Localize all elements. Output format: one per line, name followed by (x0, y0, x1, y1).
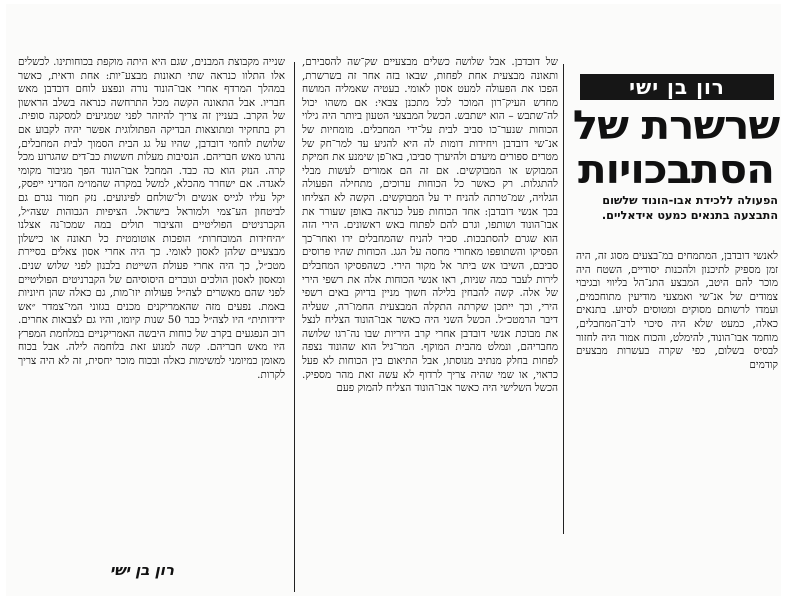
newspaper-clipping (6, 4, 781, 596)
author-signature: רון בן ישי (109, 561, 174, 579)
column-middle (302, 56, 558, 596)
column-divider (294, 62, 295, 592)
author-byline: רון בן ישי (580, 74, 774, 100)
article-subhead: הפעולה ללכידת אבו-הונוד שלשום התבצעה בתנאים כמעט אידאליים. (601, 194, 778, 222)
column-right (576, 250, 778, 526)
column-left-text: שנייה מקבוצת המבנים, שגם היא היתה מוקפת בכוחותינו. לכשלים אלו התלוו כנראה שתי תאונות מבצע־יות: אחת ודאית, כאשר במהלך המרדף אחרי אבו־הונוד נורה ונפצע לוחם דובדבן מאש חבריו. אבל התאונה הקשה מכל התרחשה כנראה בשלב הראשון של הקרב. בעניין זה צריך להיזהר לפני שמגיעים למסקנה סופית. רק בתחקיר ומתוצאות הבדיקה הפתולוגית אפשר יהיה לקבוע אם שלושת לוחמי דובדבן, שהיו על גג הבית הסמוך לבית המחבלים, נהרגו מאש חבריהם. הנסיבות מעלות חששות כב־דים שהגרוע מכל קרה. הנזק הוא כה כבד. המחבל אבו־הונוד הפך מגיבור מקומי לאגדה. אם ישחרר מהכלא, למשל במקרה שהמו״מ המדיני ייפסק, יקל עליו לגייס אנשים ול־שולחם לפיגועים. נזק חמור נגרם גם לביטחון הע־צמי ולמוראל בישראל. הציפיות הגבוהות שצה״ל, הקברניטים הפוליטיים והציבור תולים במה שמכו־נה אצלנו ״היחידות המובחרות״ הופכות אוטומטית כל תאונה או כישלון מבצעיים שלהן לאסון לאומי. כך היה אחרי אסון צאלים בסיירת מטכ״ל, כך היה אחרי פעולת השייטת בלבנון לפני שלוש שנים. ומאסון לאסון הולכים וגוברים היסוסיהם של הקברניטים הפוליטיים לפני שהם מאשרים לצה״ל פעולות יזו־מות, גם כאלה שהן חיוניות באמת. נפעים מזה שהאמריקנים מכנים בגזוני המי־צמדר ״אש ידידותית״ היו לצה״ל כבר 50 שנות קיומו, והיו גם לצבאות אחרים. רוב הנפגעים בקרב של כוחות היבשה האמריקניים במלחמת המפרץ היו מאש חבריהם. קשה למנוע זאת בלוחמה לילה. אבל בכוח מאומן כמיומני למשימות כאלה ובכוח מוכר יחסית, זה לא היה צריך לקרות. (18, 56, 285, 381)
column-divider (563, 64, 564, 534)
column-middle-text: של דובדבן. אבל שלושה כשלים מבצעיים שק־שה להסבירם, ותאונה מבצעית אחת לפחות, שבאו בזה אחר זה בשרשרת, הפכו את הפעולה למעט אסון לאומי. בעטיה שאמליה המושח מחדש העיק־רון המוכר לכל מתכנן צבאי: אם משהו יכול לה־שתבש – הוא ישתבש. הכשל המבצעי הטעון ביותר היה גילוי הכוחות שנער־כו סביב לבית על־ידי המחבלים. מומחיות של אנ־שי דובדבן ויחידות דומות לה היא להגיע עד למר־חק של מטרים ספורים מיעדם ולהיערך סביבו, באו־פן שימנע את חמיקת המבוקש או המבוקשים. אם זה הם אמורים לעשות מבלי להתגלות. רק כאשר כל הכוחות ערוכים, מתחילה הפעולה הגלויה, שמ־טרתה להניח יד על המבוקשים. הקשה לא הצליחו בכך אנשי דובדבן: אחד הכוחות פעל כנראה באופן שעורר את אבו־הונוד ושותפו, וגרם להם לפתוח באש ראשונים. הירי הזה הוא שגרם להסתבכות. סביר להניח שהמחבלים ירו ואחר־כך הפסיקו והשתופפו מאחורי מחסה על הגג. הכוחות שהיו פרוסים סביבם, השיבו אש ביתר אל מקור הירי. כשהפסיקו המחבלים לירות לעבר כמה שניות, ראו אנשי הכוחות אלה את רשפי הירי של אלה. קשה להבחין בלילה חשוך מניין בדיוק באים רשפי הירי, וכך ייתכן שקרתה התקלה המבצעית החמו־רה, שעליה דיבר הרמטכ״ל. הכשל השני היה כאשר אבו־הונוד הצליח לנצל את מבוכת אנשי דובדבן אחרי קרב היריות שבו נה־רגו שלושה מחבריהם, ונמלט מהבית המוקף. המר־גיל הוא שהונוד נצפה לפחות בחלק מנתיב מנוסתו, אבל התיאום בין הכוחות לא פעל כראוי, או שמי שהיה צריך לרדוף לא עשה זאת מהר מספיק. הכשל השלישי היה כאשר אבו־הונוד הצליח להמוק פעם (302, 56, 558, 395)
column-left (18, 56, 285, 561)
article-headline: שרשרת של הסתבכויות (572, 103, 780, 193)
column-right-text: לאנשי דובדבן, המתמחים במ־בצעים מסוג זה, היה זמן מספיק לתיכנון ולהכנות יסודיים, השטח היה מוכר להם היטב, המבצע התנ־הל בליווי ובגיבוי צמודים של אנ־שי ואמצעי מודיעין מתוחכמים, ועמדו לרשותם מסוקים ומטוסים לסיוע. בתנאים כאלה, כמעט שלא היה סיכוי לרב־המחבלים, מוחמד אבו־הונוד, להימלט, והכוח אמור היה לחזור לבסיס בשלום, כפי שקרה בעשרות מבצעים קודמים (576, 250, 778, 371)
